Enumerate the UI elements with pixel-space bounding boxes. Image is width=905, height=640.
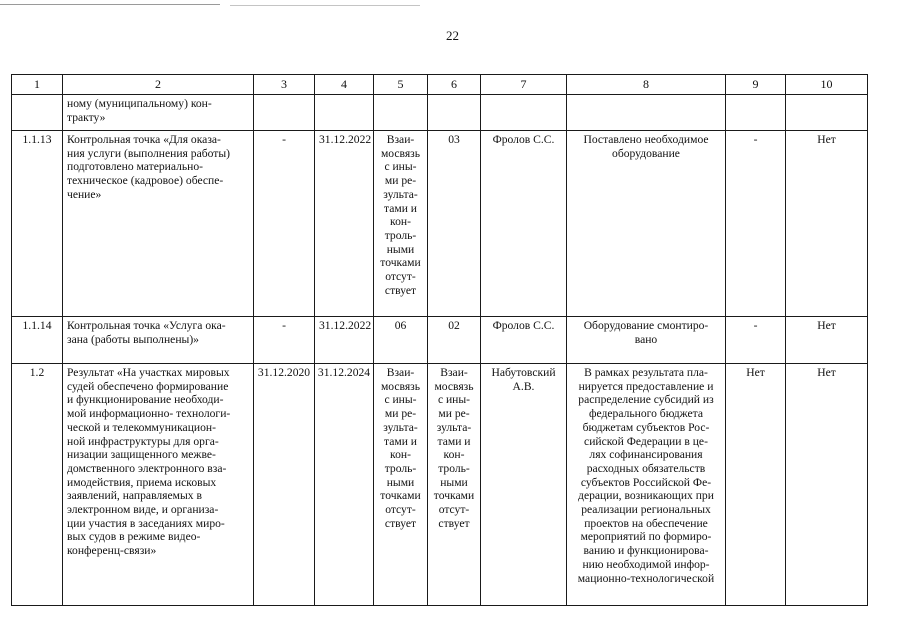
row-comment: В рамках результата пла- нируется предоставление и распределение субсидий из федерального бюджета бюджетам субъектов Рос- сийской Федерации в це- лях софинансирования расходных обязательств субъектов Российской Фе- дерации, возникающих при реализации региональных проектов на обеспечение мероприятий по формиро- ванию и функционирова- нию необходимой инфор- мационно-технологической bbox=[567, 364, 726, 606]
row-responsible: Фролов С.С. bbox=[481, 131, 567, 317]
row-comment: Поставлено необходимое оборудование bbox=[567, 131, 726, 317]
row-responsible: Набутовский А.В. bbox=[481, 364, 567, 606]
column-header: 8 bbox=[567, 75, 726, 95]
row-end-date bbox=[315, 95, 374, 131]
row-code bbox=[428, 95, 481, 131]
row-number: 1.1.14 bbox=[12, 317, 63, 364]
column-header: 5 bbox=[374, 75, 428, 95]
column-header: 9 bbox=[726, 75, 786, 95]
row-relation: 06 bbox=[374, 317, 428, 364]
row-col10: Нет bbox=[786, 364, 868, 606]
scan-artifact-line bbox=[230, 5, 420, 6]
row-col10: Нет bbox=[786, 131, 868, 317]
row-col10 bbox=[786, 95, 868, 131]
row-number bbox=[12, 95, 63, 131]
page-number: 22 bbox=[446, 28, 459, 43]
row-relation: Взаи- мосвязь с ины- ми ре- зульта- тами и кон- троль- ными точками отсут- ствует bbox=[374, 364, 428, 606]
row-comment bbox=[567, 95, 726, 131]
row-code: Взаи- мосвязь с ины- ми ре- зульта- тами и кон- троль- ными точками отсут- ствует bbox=[428, 364, 481, 606]
row-code: 03 bbox=[428, 131, 481, 317]
table-row bbox=[12, 95, 868, 131]
row-col10: Нет bbox=[786, 317, 868, 364]
table-row bbox=[12, 364, 868, 606]
column-header: 1 bbox=[12, 75, 63, 95]
table-row bbox=[12, 131, 868, 317]
row-start-date: - bbox=[254, 317, 315, 364]
row-number: 1.2 bbox=[12, 364, 63, 606]
row-description: Контрольная точка «Услуга ока- зана (работы выполнены)» bbox=[63, 317, 254, 364]
row-number: 1.1.13 bbox=[12, 131, 63, 317]
results-table bbox=[11, 74, 868, 606]
column-header: 7 bbox=[481, 75, 567, 95]
scan-artifact-line bbox=[0, 4, 220, 5]
row-start-date: - bbox=[254, 131, 315, 317]
table-header-row bbox=[12, 75, 868, 95]
row-responsible: Фролов С.С. bbox=[481, 317, 567, 364]
table-row bbox=[12, 317, 868, 364]
row-start-date: 31.12.2020 bbox=[254, 364, 315, 606]
row-col9: - bbox=[726, 131, 786, 317]
row-end-date: 31.12.2022 bbox=[315, 317, 374, 364]
row-end-date: 31.12.2022 bbox=[315, 131, 374, 317]
column-header: 6 bbox=[428, 75, 481, 95]
row-description: ному (муниципальному) кон- тракту» bbox=[63, 95, 254, 131]
column-header: 2 bbox=[63, 75, 254, 95]
row-col9: Нет bbox=[726, 364, 786, 606]
row-end-date: 31.12.2024 bbox=[315, 364, 374, 606]
row-start-date bbox=[254, 95, 315, 131]
row-col9: - bbox=[726, 317, 786, 364]
row-comment: Оборудование смонтиро- вано bbox=[567, 317, 726, 364]
row-relation bbox=[374, 95, 428, 131]
column-header: 4 bbox=[315, 75, 374, 95]
column-header: 3 bbox=[254, 75, 315, 95]
row-code: 02 bbox=[428, 317, 481, 364]
row-description: Результат «На участках мировых судей обеспечено формирование и функционирование необходи- мой информационно- технологи- ческой и телекоммуникацион- ной инфраструктуры для орга- низации защищенного межве- домственного электронного вза- имодействия, приема исковых заявлений, направляемых в электронном виде, и организа- ции участия в заседаниях миро- вых судов в режиме видео- конференц-связи» bbox=[63, 364, 254, 606]
row-description: Контрольная точка «Для оказа- ния услуги (выполнения работы) подготовлено материально- техническое (кадровое) обеспе- чение» bbox=[63, 131, 254, 317]
row-responsible bbox=[481, 95, 567, 131]
column-header: 10 bbox=[786, 75, 868, 95]
row-relation: Взаи- мосвязь с ины- ми ре- зульта- тами и кон- троль- ными точками отсут- ствует bbox=[374, 131, 428, 317]
row-col9 bbox=[726, 95, 786, 131]
